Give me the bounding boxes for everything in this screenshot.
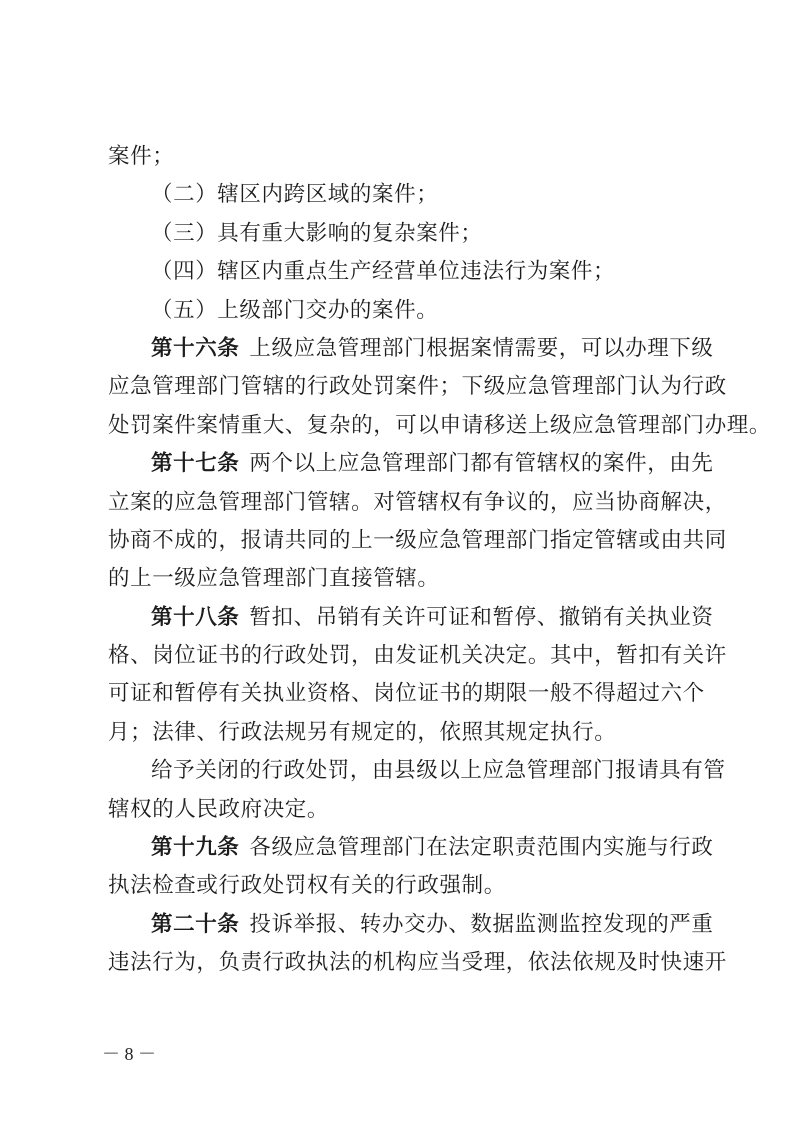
article-title: 第十九条 (151, 835, 240, 861)
text-line: 案件； (108, 144, 175, 169)
text-line: 违法行为，负责行政执法的机构应当受理，依法依规及时快速开 (108, 950, 727, 976)
text-line: 执法检查或行政处罚权有关的行政强制。 (108, 873, 506, 899)
text-line: 格、岗位证书的行政处罚，由发证机关决定。其中，暂扣有关许 (108, 643, 727, 669)
article-20 (108, 906, 714, 944)
text-line: （五）上级部门交办的案件。 (151, 297, 439, 323)
text-line: 给予关闭的行政处罚，由县级以上应急管理部门报请具有管 (151, 758, 726, 784)
page-number: － 8 － (102, 1044, 156, 1064)
text-line: （四）辖区内重点生产经营单位违法行为案件； (151, 259, 616, 285)
article-17 (108, 445, 714, 483)
article-19 (108, 829, 714, 867)
text-line: 可证和暂停有关执业资格、岗位证书的期限一般不得超过六个 (108, 681, 705, 707)
article-title: 第十七条 (151, 451, 240, 477)
article-title: 第十八条 (151, 604, 240, 630)
article-18 (108, 599, 714, 637)
article-text: 两个以上应急管理部门都有管辖权的案件，由先 (249, 451, 714, 477)
article-title: 第十六条 (151, 335, 240, 361)
article-16 (108, 330, 714, 368)
article-text: 各级应急管理部门在法定职责范围内实施与行政 (249, 835, 714, 861)
text-line: 处罚案件案情重大、复杂的，可以申请移送上级应急管理部门办理。 (108, 412, 772, 438)
text-line: （三）具有重大影响的复杂案件； (151, 220, 483, 246)
text-line: 立案的应急管理部门管辖。对管辖权有争议的，应当协商解决， (108, 489, 727, 515)
document-body (108, 138, 772, 983)
text-line: 辖权的人民政府决定。 (108, 796, 330, 822)
text-line: 应急管理部门管辖的行政处罚案件；下级应急管理部门认为行政 (108, 374, 727, 400)
article-text: 暂扣、吊销有关许可证和暂停、撤销有关执业资 (249, 604, 714, 630)
article-text: 上级应急管理部门根据案情需要，可以办理下级 (249, 335, 714, 361)
article-text: 投诉举报、转办交办、数据监测监控发现的严重 (249, 911, 714, 937)
article-title: 第二十条 (151, 911, 240, 937)
text-line: 的上一级应急管理部门直接管辖。 (108, 566, 440, 592)
text-line: 协商不成的，报请共同的上一级应急管理部门指定管辖或由共同 (108, 527, 727, 553)
text-line: 月；法律、行政法规另有规定的，依照其规定执行。 (108, 719, 617, 745)
text-line: （二）辖区内跨区域的案件； (151, 182, 439, 208)
